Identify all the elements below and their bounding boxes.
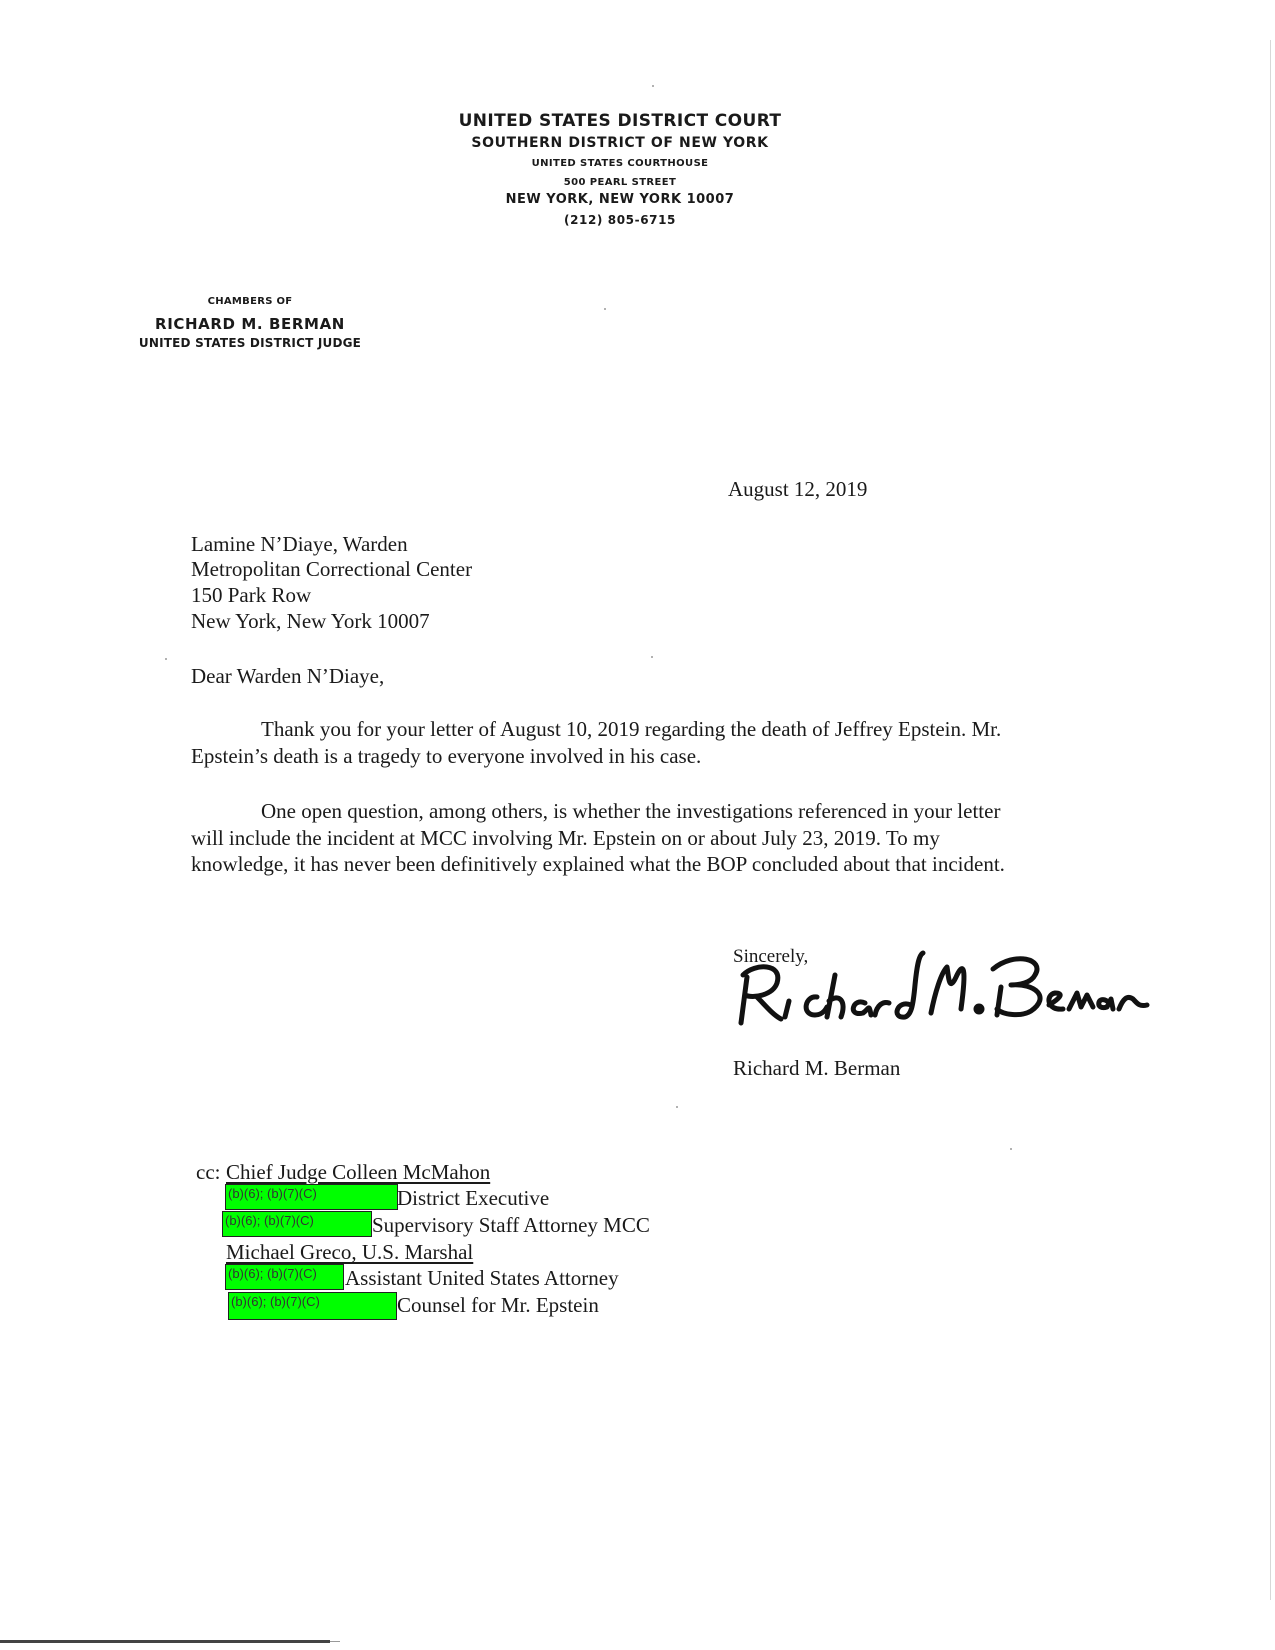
scan-speck bbox=[165, 658, 167, 660]
redaction-box: (b)(6); (b)(7)(C) bbox=[222, 1211, 372, 1237]
recipient-name: Lamine N’Diaye, Warden bbox=[191, 532, 408, 556]
letter-date: August 12, 2019 bbox=[728, 477, 868, 501]
courthouse-street: 500 PEARL STREET bbox=[563, 177, 677, 188]
paragraph-2-line-3: knowledge, it has never been definitively explained what the BOP concluded about that incident. bbox=[191, 852, 1005, 876]
courthouse-name: UNITED STATES COURTHOUSE bbox=[531, 158, 709, 169]
recipient-institution: Metropolitan Correctional Center bbox=[191, 557, 473, 581]
courthouse-phone: (212) 805-6715 bbox=[563, 213, 677, 227]
court-name: UNITED STATES DISTRICT COURT bbox=[458, 111, 782, 131]
handwritten-signature bbox=[735, 945, 1155, 1035]
redaction-box: (b)(6); (b)(7)(C) bbox=[225, 1184, 398, 1210]
cc-prefix: cc: bbox=[196, 1160, 221, 1184]
paragraph-2-line-2: will include the incident at MCC involving Mr. Epstein on or about July 23, 2019. To my bbox=[191, 826, 940, 850]
page-bottom-rule-tail bbox=[330, 1641, 340, 1642]
scan-speck bbox=[604, 308, 606, 310]
judge-name: RICHARD M. BERMAN bbox=[155, 315, 345, 333]
page-bottom-rule bbox=[0, 1640, 330, 1643]
scan-speck bbox=[652, 85, 654, 87]
paragraph-1-line-1: Thank you for your letter of August 10, 2019 regarding the death of Jeffrey Epstein. Mr. bbox=[261, 717, 1002, 741]
scan-speck bbox=[676, 1106, 678, 1108]
scan-speck bbox=[1010, 1148, 1012, 1150]
redaction-box: (b)(6); (b)(7)(C) bbox=[225, 1264, 344, 1290]
closing: Sincerely, bbox=[733, 946, 809, 967]
cc-counsel: Counsel for Mr. Epstein bbox=[397, 1293, 599, 1317]
paragraph-1-line-2: Epstein’s death is a tragedy to everyone involved in his case. bbox=[191, 744, 702, 768]
scan-speck bbox=[651, 656, 653, 658]
judge-title: UNITED STATES DISTRICT JUDGE bbox=[138, 336, 362, 350]
cc-supervisory-attorney: Supervisory Staff Attorney MCC bbox=[372, 1213, 650, 1237]
district-name: SOUTHERN DISTRICT OF NEW YORK bbox=[471, 135, 769, 151]
courthouse-city: NEW YORK, NEW YORK 10007 bbox=[505, 192, 735, 207]
cc-marshal: Michael Greco, U.S. Marshal bbox=[226, 1240, 474, 1264]
cc-assistant-us-attorney: Assistant United States Attorney bbox=[345, 1266, 619, 1290]
signer-name: Richard M. Berman bbox=[733, 1056, 901, 1080]
chambers-label: CHAMBERS OF bbox=[207, 296, 293, 307]
redaction-box: (b)(6); (b)(7)(C) bbox=[228, 1292, 397, 1320]
recipient-street: 150 Park Row bbox=[191, 583, 312, 607]
scan-edge bbox=[1270, 40, 1271, 1600]
paragraph-2-line-1: One open question, among others, is whether the investigations referenced in your letter bbox=[261, 799, 1001, 823]
cc-district-executive: District Executive bbox=[397, 1186, 550, 1210]
cc-chief-judge: Chief Judge Colleen McMahon bbox=[226, 1160, 491, 1184]
salutation: Dear Warden N’Diaye, bbox=[191, 664, 385, 688]
recipient-city: New York, New York 10007 bbox=[191, 609, 430, 633]
